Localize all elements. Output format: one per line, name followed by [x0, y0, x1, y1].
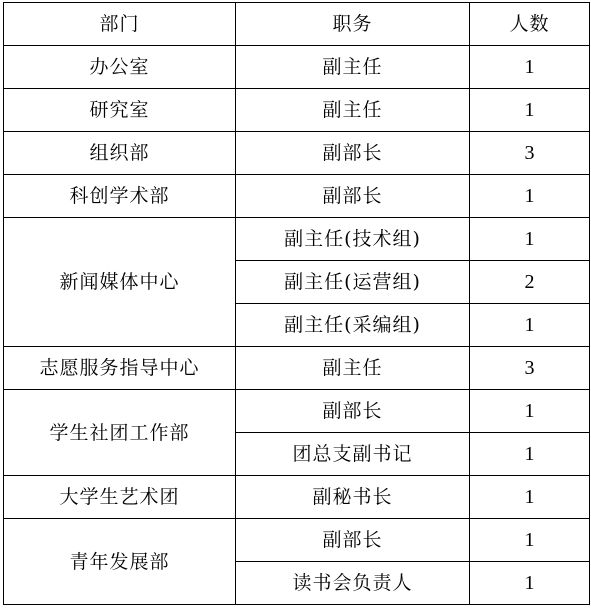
- table-body: [4, 46, 590, 605]
- position-cell: 副主任: [236, 46, 470, 89]
- position-cell: 副部长: [236, 132, 470, 175]
- position-cell: 副主任(运营组): [236, 261, 470, 304]
- position-cell: 副主任: [236, 89, 470, 132]
- table-row: [4, 347, 590, 390]
- table-row: [4, 390, 590, 433]
- count-cell: 1: [470, 562, 590, 605]
- position-cell: 副主任(技术组): [236, 218, 470, 261]
- department-cell: 大学生艺术团: [4, 476, 236, 519]
- count-cell: 1: [470, 519, 590, 562]
- header-position: 职务: [236, 3, 470, 46]
- count-cell: 1: [470, 304, 590, 347]
- position-cell: 团总支副书记: [236, 433, 470, 476]
- positions-table-container: [3, 2, 590, 605]
- department-cell: 科创学术部: [4, 175, 236, 218]
- position-cell: 副部长: [236, 390, 470, 433]
- count-cell: 1: [470, 433, 590, 476]
- position-cell: 副主任: [236, 347, 470, 390]
- table-row: [4, 218, 590, 261]
- position-cell: 副主任(采编组): [236, 304, 470, 347]
- position-cell: 副部长: [236, 175, 470, 218]
- department-cell: 办公室: [4, 46, 236, 89]
- header-department: 部门: [4, 3, 236, 46]
- table-row: [4, 89, 590, 132]
- header-row: [4, 3, 590, 46]
- count-cell: 1: [470, 89, 590, 132]
- department-cell: 志愿服务指导中心: [4, 347, 236, 390]
- count-cell: 1: [470, 218, 590, 261]
- department-cell: 青年发展部: [4, 519, 236, 605]
- department-cell: 组织部: [4, 132, 236, 175]
- count-cell: 3: [470, 347, 590, 390]
- table-row: [4, 175, 590, 218]
- count-cell: 1: [470, 175, 590, 218]
- count-cell: 1: [470, 46, 590, 89]
- table-row: [4, 476, 590, 519]
- position-cell: 读书会负责人: [236, 562, 470, 605]
- position-cell: 副秘书长: [236, 476, 470, 519]
- count-cell: 1: [470, 390, 590, 433]
- department-cell: 新闻媒体中心: [4, 218, 236, 347]
- positions-table: [3, 2, 590, 605]
- table-row: [4, 519, 590, 562]
- table-row: [4, 132, 590, 175]
- department-cell: 研究室: [4, 89, 236, 132]
- count-cell: 1: [470, 476, 590, 519]
- table-row: [4, 46, 590, 89]
- count-cell: 2: [470, 261, 590, 304]
- department-cell: 学生社团工作部: [4, 390, 236, 476]
- count-cell: 3: [470, 132, 590, 175]
- position-cell: 副部长: [236, 519, 470, 562]
- header-count: 人数: [470, 3, 590, 46]
